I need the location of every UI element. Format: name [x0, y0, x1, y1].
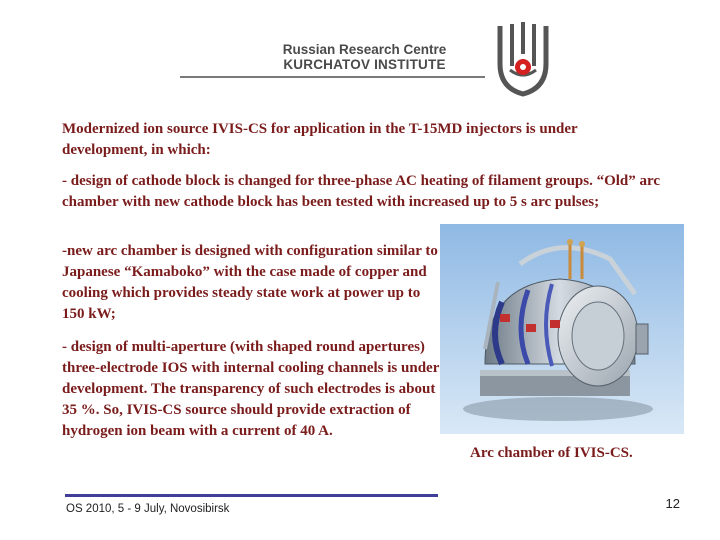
figure-caption: Arc chamber of IVIS-CS.	[470, 445, 633, 461]
org-name-line2: KURCHATOV INSTITUTE	[283, 57, 446, 72]
arc-chamber-paragraph: -new arc chamber is designed with configuration similar to Japanese “Kamaboko” with the case made of copper and cooling which provides steady state work at power up to 150 kW;	[62, 243, 438, 322]
ios-paragraph: - design of multi-aperture (with shaped round apertures) three-electrode IOS with internal cooling channels is under development. The transparency of such electrodes is about 35 %. So, IVIS-CS source should provide extraction of hydrogen ion beam with a current of 40 A.	[62, 339, 440, 439]
page-number: 12	[665, 496, 680, 511]
footer-rule	[65, 494, 438, 497]
cathode-paragraph: - design of cathode block is changed for three-phase AC heating of filament groups. “Old” arc chamber with new cathode block has been tested with increased up to 5 s arc pulses;	[62, 173, 661, 210]
org-name-line1: Russian Research Centre	[282, 42, 447, 57]
footer-conference: OS 2010, 5 - 9 July, Novosibirsk	[66, 503, 230, 515]
kurchatov-logo-icon	[488, 20, 558, 100]
arc-chamber-image-icon	[440, 224, 684, 434]
intro-paragraph: Modernized ion source IVIS‑CS for application in the T-15MD injectors is under development, in which:	[62, 121, 578, 158]
header-rule	[180, 76, 485, 78]
